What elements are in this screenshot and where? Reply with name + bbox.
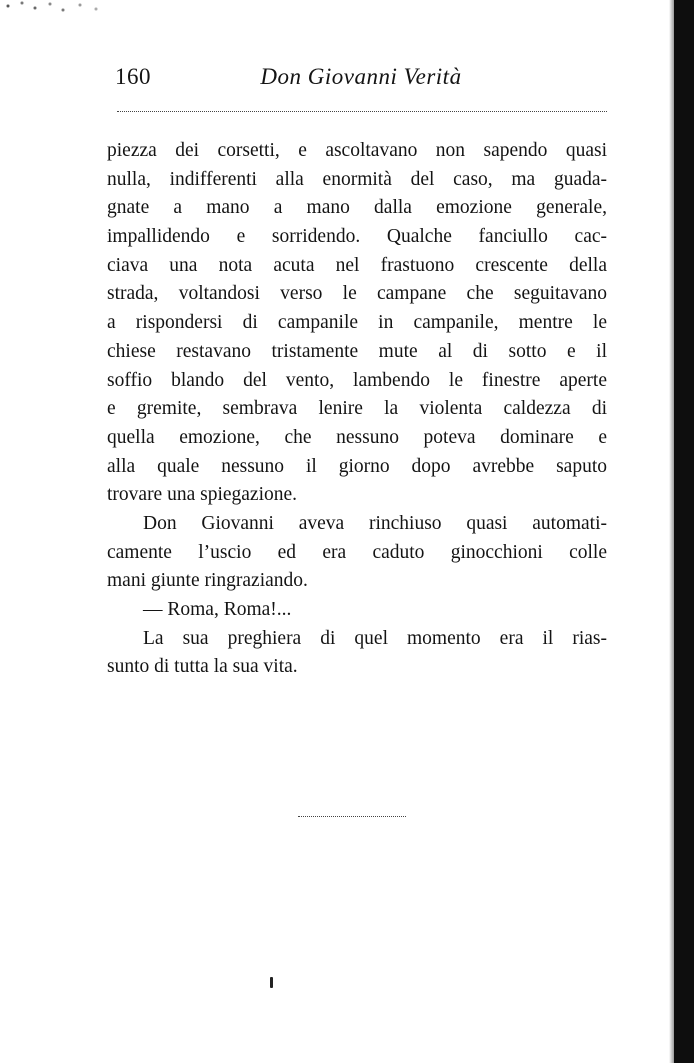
- text-line: quella emozione, che nessuno poteva dominare e: [107, 426, 607, 448]
- text-line: gnate a mano a mano dalla emozione generale,: [107, 197, 607, 219]
- text-line: La sua preghiera di quel momento era il rias-: [143, 627, 607, 649]
- print-mark: [270, 977, 273, 988]
- text-line: ciava una nota acuta nel frastuono crescente della: [107, 254, 607, 276]
- text-line: impallidendo e sorridendo. Qualche fanciullo cac-: [107, 226, 607, 248]
- text-line: camente l’uscio ed era caduto ginocchioni colle: [107, 541, 607, 563]
- text-line: chiese restavano tristamente mute al di sotto e il: [107, 340, 607, 362]
- text-line: mani giunte ringraziando.: [107, 570, 308, 592]
- text-line: Don Giovanni aveva rinchiuso quasi automati-: [143, 512, 607, 534]
- text-line: a rispondersi di campanile in campanile, mentre le: [107, 312, 607, 334]
- running-head: [115, 64, 607, 94]
- header-rule: [117, 111, 607, 112]
- end-rule: [298, 816, 406, 817]
- page-number: 160: [115, 64, 151, 89]
- body-text: [107, 137, 607, 682]
- text-line: — Roma, Roma!...: [143, 599, 292, 620]
- text-line: nulla, indifferenti alla enormità del caso, ma guada-: [107, 168, 607, 190]
- text-line: soffio blando del vento, lambendo le finestre aperte: [107, 369, 607, 391]
- text-line: piezza dei corsetti, e ascoltavano non sapendo quasi: [107, 140, 607, 161]
- scan-border: [674, 0, 694, 1063]
- text-line: trovare una spiegazione.: [107, 484, 298, 506]
- text-line: alla quale nessuno il giorno dopo avrebbe saputo: [107, 455, 607, 477]
- running-title: Don Giovanni Verità: [260, 64, 462, 89]
- text-line: strada, voltandosi verso le campane che seguitavano: [107, 283, 607, 305]
- text-line: e gremite, sembrava lenire la violenta caldezza di: [107, 398, 607, 420]
- text-line: sunto di tutta la sua vita.: [107, 656, 298, 678]
- scan-speckle: [0, 0, 120, 16]
